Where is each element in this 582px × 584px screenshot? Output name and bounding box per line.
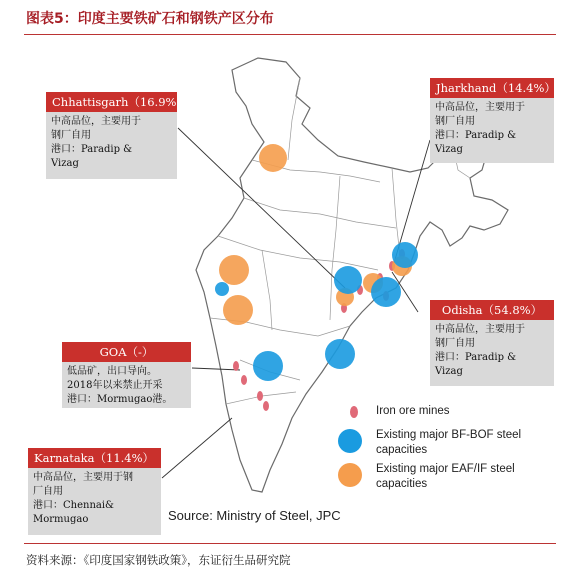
callout-line: Vizag	[435, 366, 463, 377]
bf-bof-site	[392, 242, 418, 268]
callout-line: Vizag	[51, 158, 79, 169]
bf-bof-site	[215, 282, 229, 296]
iron-ore-mine	[257, 391, 263, 401]
callout-line: 钢厂自用	[435, 116, 475, 127]
bf-bof-site	[371, 277, 401, 307]
callout-jharkhand	[430, 78, 554, 163]
orange-circle-icon	[338, 463, 362, 487]
callout-karnataka	[28, 448, 161, 535]
callout-line: 港口：Paradip &	[51, 144, 133, 155]
chart-title: 图表5：印度主要铁矿石和钢铁产区分布	[26, 11, 274, 27]
callout-line: 中高品位，主要用于钢	[33, 472, 133, 483]
callout-line: 港口：Paradip &	[435, 352, 517, 363]
callout-title: Karnataka（11.4%）	[28, 448, 161, 468]
bf-bof-site	[334, 266, 362, 294]
callout-line: 港口：Paradip &	[435, 130, 517, 141]
map-source: Source: Ministry of Steel, JPC	[168, 508, 341, 523]
eaf-if-site	[223, 295, 253, 325]
callout-line: 低品矿，出口导向。	[67, 366, 157, 377]
footer-source: 资料来源：《印度国家钢铁政策》，东证衍生品研究院	[26, 553, 291, 567]
callout-line: 钢厂自用	[435, 338, 475, 349]
iron-ore-mine	[233, 361, 239, 371]
callout-line: Mormugao	[33, 514, 89, 525]
blue-circle-icon	[338, 429, 362, 453]
callout-line: Vizag	[435, 144, 463, 155]
callout-odisha	[430, 300, 554, 386]
iron-ore-mine	[241, 375, 247, 385]
callout-title: GOA（-）	[62, 342, 191, 362]
callout-title: Odisha（54.8%）	[430, 300, 554, 320]
bf-bof-site	[325, 339, 355, 369]
legend-eaf-if-label: Existing major EAF/IF steel capacities	[376, 463, 515, 490]
eaf-if-site	[259, 144, 287, 172]
callout-line: 中高品位，主要用于	[435, 102, 525, 113]
callout-line: 钢厂自用	[51, 130, 91, 141]
callout-goa	[62, 342, 191, 408]
callout-line: 2018年以来禁止开采	[67, 380, 163, 391]
callout-line: 厂自用	[33, 486, 63, 497]
legend-icons	[338, 406, 362, 487]
iron-ore-icon	[350, 406, 358, 418]
callout-line: 中高品位，主要用于	[435, 324, 525, 335]
callout-title: Jharkhand（14.4%）	[430, 78, 554, 98]
callout-title: Chhattisgarh（16.9%）	[46, 92, 177, 112]
footer-divider	[24, 543, 556, 544]
legend-iron-ore-label: Iron ore mines	[376, 405, 450, 417]
callout-line: 中高品位，主要用于	[51, 116, 141, 127]
callout-line: 港口：Mormugao港。	[67, 394, 173, 405]
iron-ore-mine	[263, 401, 269, 411]
bf-bof-site	[253, 351, 283, 381]
eaf-if-site	[219, 255, 249, 285]
callout-line: 港口：Chennai&	[33, 500, 114, 511]
callout-chhattisgarh	[46, 92, 188, 179]
legend-bf-bof-label: Existing major BF-BOF steel capacities	[376, 429, 522, 456]
